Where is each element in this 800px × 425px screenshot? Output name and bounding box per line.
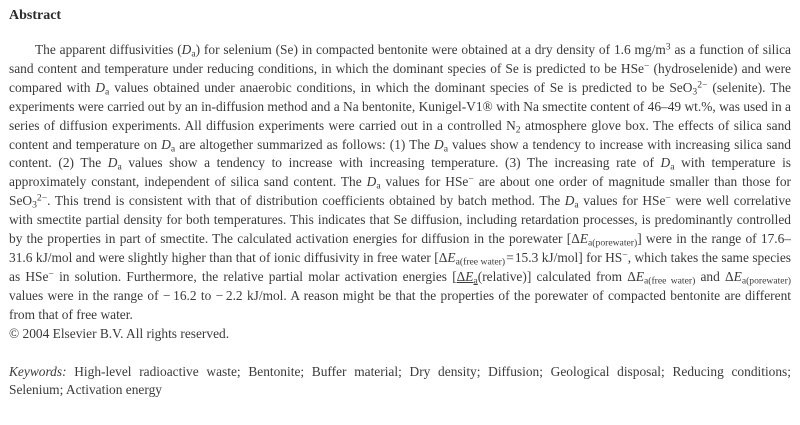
copyright-line: © 2004 Elsevier B.V. All rights reserved. bbox=[9, 325, 230, 341]
keywords-text: High-level radioactive waste; Bentonite; Buffer material; Dry density; Diffusion; Geological disposal; Reducing conditions; Selenium; Activation energy bbox=[9, 363, 791, 398]
keywords-paragraph bbox=[9, 363, 791, 401]
keywords-label: Keywords: bbox=[9, 363, 67, 379]
abstract-heading: Abstract bbox=[9, 8, 62, 23]
abstract-paragraph: The apparent diffusivities $(D_a)$ for selenium (Se) in compacted bentonite were obtained at a dry density of 1.6 $mg/m^3$ as a function of silica sand content and temperature under reducing conditions, in which the dominant species of Se is predicted to be HSe− (hydroselenide) and were compared with $D_a$ values obtained under anaerobic conditions, in which the dominant species of Se is predicted to be SeO$_3^{2-}$ (selenite). The experiments were carried out by an in-diffusion method and a Na bentonite, Kunigel-V1® with Na smectite content of 46–49 wt.%, was used in a series of diffusion experiments. All diffusion experiments were carried out in a controlled $N_2$ atmosphere glove box. The effects of silica sand content and temperature on $D_a$ are altogether summarized as follows: (1) The $D_a$ values show a tendency to increase with increasing silica sand content. (2) The $D_a$ values show a tendency to increase with increasing temperature. (3) The increasing rate of $D_a$ with temperature is approximately constant, independent of silica sand content. The $D_a$ values for HSe− are about one order of magnitude smaller than those for SeO$_3^{2-}$. This trend is consistent with that of distribution coefficients obtained by batch method. The $D_a$ values for HSe− were well correlative with smectite partial density for both temperatures. This indicates that Se diffusion, including retardation processes, is predominantly controlled by the properties in part of smectite. The calculated activation energies for diffusion in the porewater $[\Delta E_{a(porewater)}]$ were in the range of 17.6–31.6 kJ/mol and were slightly higher than that of ionic diffusivity in free water [$\Delta E_{a(free water)}$ = 15.3 kJ/mol] for HS−, which takes the same species as HSe− in solution. Furthermore, the relative partial molar activation energies $[\Delta E_a(relative)]$ calculated from $\Delta E_{a(free water)}$ and $\Delta E_{a(porewater)}$ values were in the range of − 16.2 to − 2.2 kJ/mol. A reason might be that the properties of the porewater of compacted bentonite are different from that of free water. bbox=[9, 41, 792, 322]
